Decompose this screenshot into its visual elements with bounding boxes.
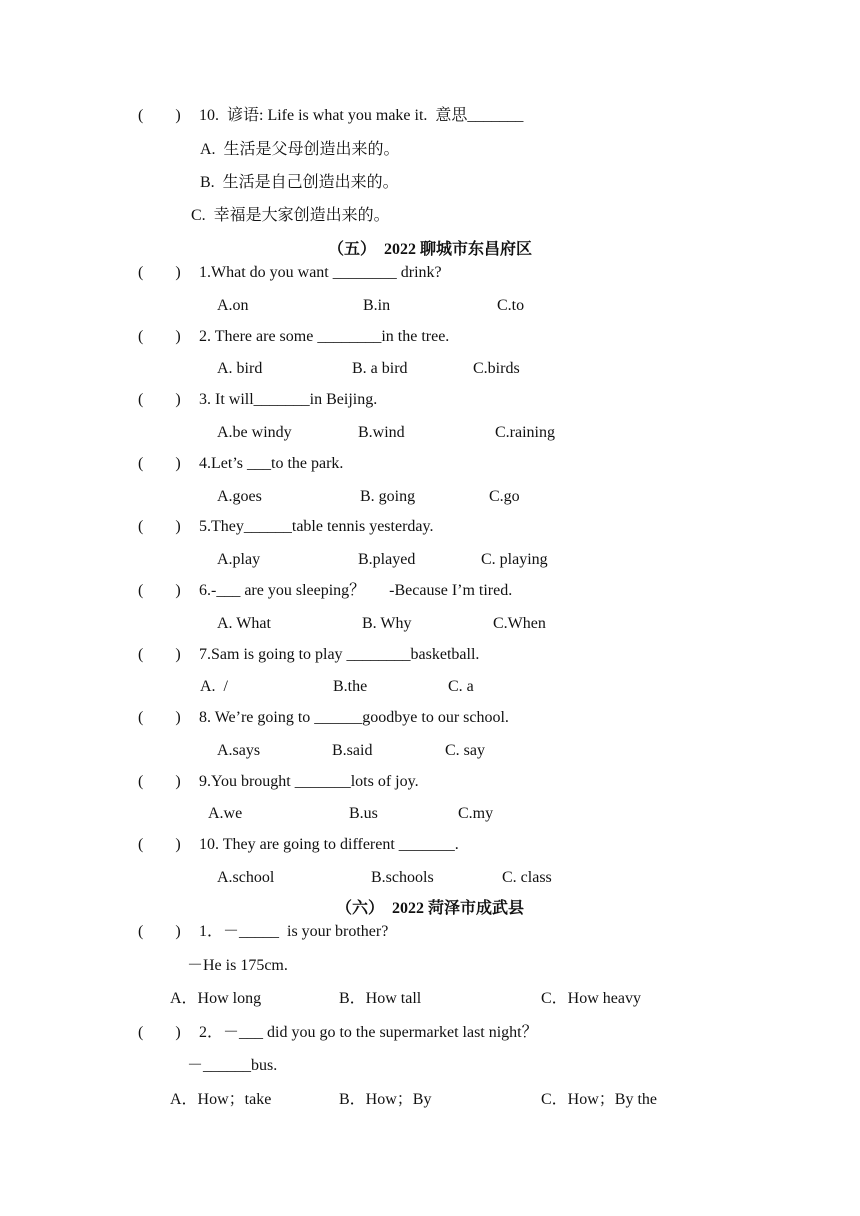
option-c: C．How；By the [541,1091,658,1108]
question-text: 2. There are some ________in the tree. [199,328,450,345]
option-a: A.on [217,297,249,314]
option-a: A．How long [170,990,262,1007]
option-c: C. say [445,742,485,759]
answer-bracket: ( ) [138,836,181,853]
option-a: A.says [217,742,261,759]
question-text: 1.What do you want ________ drink? [199,264,442,281]
option-a: A.play [217,551,261,568]
option-c: C.to [497,297,525,314]
question-text: 4.Let’s ___to the park. [199,455,344,472]
question-text: 9.You brought _______lots of joy. [199,773,419,790]
option-a: A. What [217,615,271,632]
answer-bracket: ( ) [138,582,181,599]
answer-bracket: ( ) [138,455,181,472]
question-text: 7.Sam is going to play ________basketball. [199,646,480,663]
question-text: 1．－_____ is your brother? [199,923,389,940]
option-c: C. 幸福是大家创造出来的。 [191,207,390,224]
answer-bracket: ( ) [138,923,181,940]
answer-bracket: ( ) [138,391,181,408]
option-a: A. 生活是父母创造出来的。 [200,141,400,158]
answer-line: －______bus. [187,1057,278,1074]
option-a: A. bird [217,360,263,377]
option-b: B. going [360,488,416,505]
option-c: C．How heavy [541,990,641,1007]
answer-bracket: ( ) [138,709,181,726]
answer-bracket: ( ) [138,264,181,281]
option-c: C. playing [481,551,548,568]
option-c: C. class [502,869,552,886]
question-text: 10. They are going to different _______. [199,836,459,853]
option-a: A.school [217,869,275,886]
option-b: B.in [363,297,391,314]
option-a: A.we [208,805,243,822]
option-b: B．How；By [339,1091,432,1108]
option-a: A. / [200,678,228,695]
option-c: C.raining [495,424,555,441]
option-c: C.birds [473,360,520,377]
option-a: A.goes [217,488,262,505]
option-b: B. Why [362,615,412,632]
question-text: 2．－___ did you go to the supermarket last night？ [199,1024,538,1041]
answer-bracket: ( ) [138,646,181,663]
option-b: B. a bird [352,360,408,377]
answer-bracket: ( ) [138,328,181,345]
answer-line: －He is 175cm. [187,957,288,974]
answer-bracket: ( ) [138,1024,181,1041]
option-b: B．How tall [339,990,422,1007]
question-text: 6.-___ are you sleeping？ -Because I’m tired. [199,582,513,599]
option-c: C.go [489,488,520,505]
section-heading: （六） 2022 菏泽市成武县 [335,900,524,917]
question-text: 8. We’re going to ______goodbye to our school. [199,709,509,726]
question-text: 5.They______table tennis yesterday. [199,518,434,535]
section-heading: （五） 2022 聊城市东昌府区 [327,241,532,258]
option-a: A．How；take [170,1091,272,1108]
question-text: 3. It will_______in Beijing. [199,391,378,408]
option-a: A.be windy [217,424,292,441]
option-b: B.schools [371,869,434,886]
option-b: B.played [358,551,416,568]
answer-bracket: ( ) [138,773,181,790]
option-b: B.wind [358,424,405,441]
option-b: B. 生活是自己创造出来的。 [200,174,399,191]
question-text: 10. 谚语: Life is what you make it. 意思_______ [199,107,524,124]
option-b: B.us [349,805,378,822]
answer-bracket: ( ) [138,518,181,535]
option-c: C. a [448,678,474,695]
option-b: B.said [332,742,373,759]
answer-bracket: ( ) [138,107,181,124]
option-b: B.the [333,678,368,695]
option-c: C.When [493,615,546,632]
option-c: C.my [458,805,494,822]
